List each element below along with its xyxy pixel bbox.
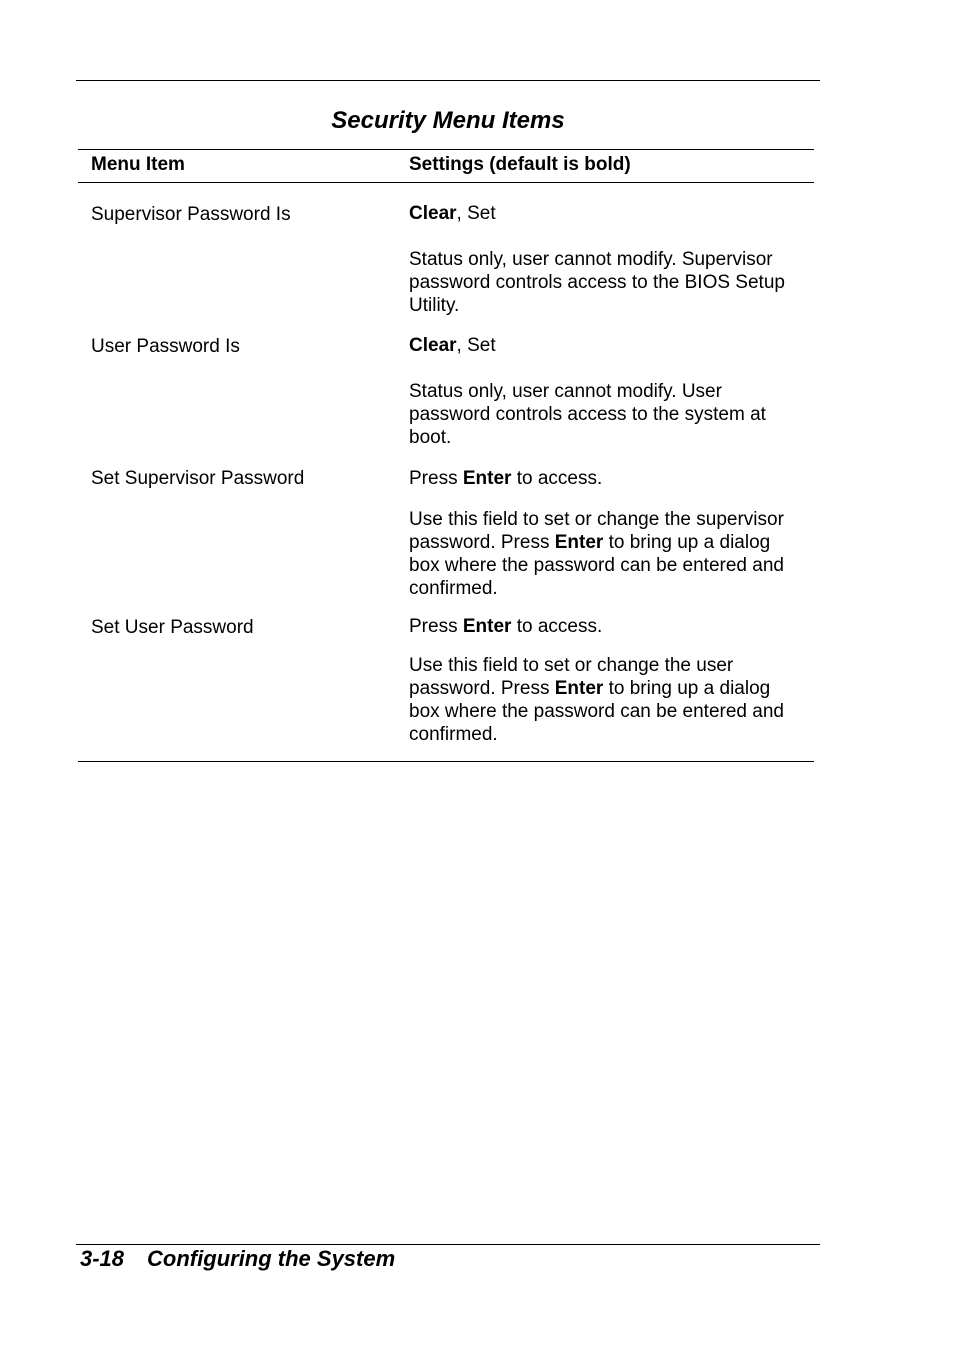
header-top-rule (78, 149, 814, 150)
description-line: Status only, user cannot modify. Supervisor (409, 249, 773, 270)
column-header-menu-item: Menu Item (91, 154, 185, 175)
setting-description (409, 508, 809, 600)
description-line: password controls access to the BIOS Setup (409, 272, 785, 293)
page-footer (80, 1246, 395, 1272)
table-bottom-rule (78, 761, 814, 762)
menu-item-label: Set User Password (91, 617, 254, 638)
setting-values (409, 202, 496, 225)
setting-description (409, 380, 809, 449)
menu-item-label: Set Supervisor Password (91, 468, 305, 489)
description-line: password. Press Enter to bring up a dialog (409, 678, 771, 699)
footer-rule (76, 1244, 820, 1245)
description-line: Utility. (409, 295, 460, 316)
column-header-settings: Settings (default is bold) (409, 154, 631, 175)
table-title: Security Menu Items (331, 107, 565, 134)
default-setting: Clear (409, 203, 457, 224)
description-line: password controls access to the system at (409, 404, 766, 425)
description-line: box where the password can be entered and (409, 555, 784, 576)
setting-action: Press Enter to access. (409, 616, 603, 637)
page-number: 3-18 (80, 1246, 125, 1271)
description-line: confirmed. (409, 724, 498, 745)
description-line: confirmed. (409, 578, 498, 599)
other-setting: , Set (456, 203, 496, 224)
description-line: Use this field to set or change the user (409, 655, 734, 676)
menu-item-label: Supervisor Password Is (91, 204, 291, 225)
setting-description (409, 248, 809, 317)
description-line: Status only, user cannot modify. User (409, 381, 722, 402)
other-setting: , Set (456, 335, 496, 356)
description-line: boot. (409, 427, 452, 448)
menu-item-label: User Password Is (91, 336, 240, 357)
default-setting: Clear (409, 335, 457, 356)
description-line: password. Press Enter to bring up a dialog (409, 532, 771, 553)
chapter-title: Configuring the System (147, 1246, 396, 1271)
enter-key-label: Enter (554, 678, 604, 699)
setting-values (409, 334, 496, 357)
top-rule (76, 80, 820, 81)
enter-key-label: Enter (554, 532, 604, 553)
description-line: Use this field to set or change the supervisor (409, 509, 784, 530)
header-bottom-rule (78, 182, 814, 183)
description-line: box where the password can be entered and (409, 701, 784, 722)
setting-description (409, 654, 809, 746)
enter-key-label: Enter (462, 616, 512, 637)
setting-action: Press Enter to access. (409, 468, 603, 489)
enter-key-label: Enter (462, 468, 512, 489)
